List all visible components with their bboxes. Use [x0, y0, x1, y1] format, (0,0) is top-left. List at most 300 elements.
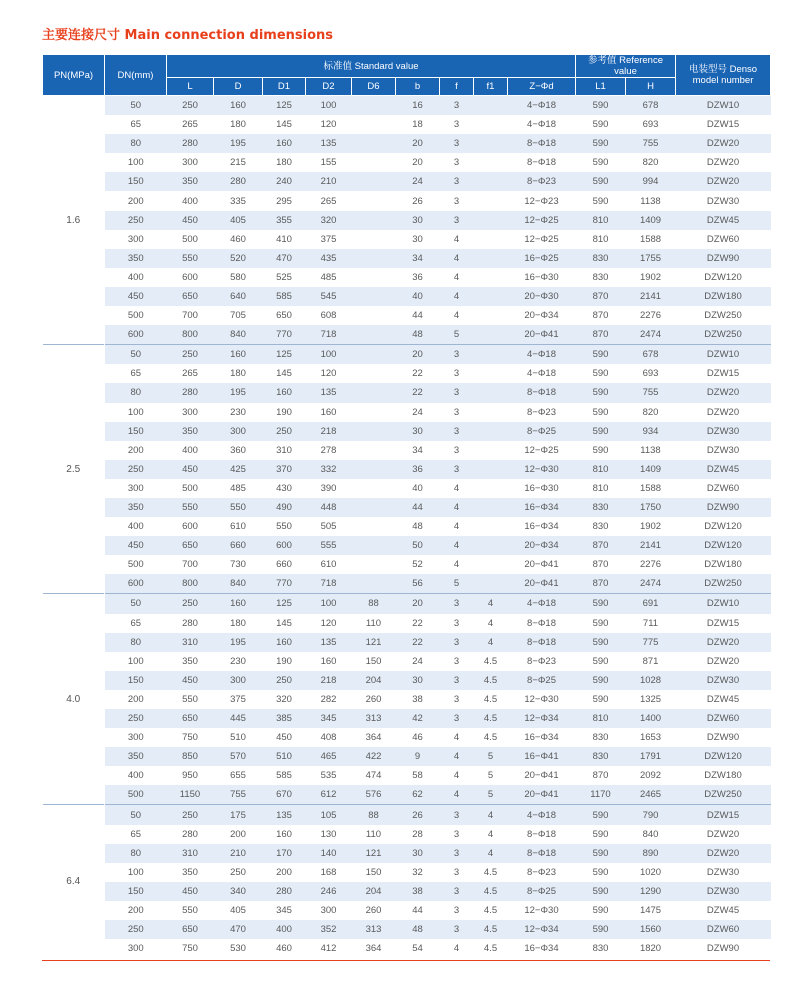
cell-b: 24: [396, 403, 440, 422]
cell-model: DZW250: [676, 574, 771, 594]
cell-h: 790: [626, 805, 676, 825]
cell-l1: 1170: [576, 785, 626, 805]
cell-b: 50: [396, 536, 440, 555]
cell-d1: 585: [263, 287, 306, 306]
cell-d: 160: [214, 345, 263, 365]
cell-d: 610: [214, 517, 263, 536]
table-row: [43, 766, 771, 785]
cell-l1: 590: [576, 594, 626, 614]
cell-dn: 150: [105, 671, 167, 690]
dimensions-table: [42, 54, 771, 958]
cell-l1: 830: [576, 939, 626, 958]
cell-l1: 590: [576, 115, 626, 134]
cell-d1: 650: [263, 306, 306, 325]
cell-bolts: 8−Φ23: [508, 403, 576, 422]
cell-h: 890: [626, 844, 676, 863]
cell-d: 405: [214, 901, 263, 920]
cell-bolts: 16−Φ41: [508, 747, 576, 766]
cell-h: 2276: [626, 306, 676, 325]
cell-d6: 313: [352, 709, 396, 728]
cell-d1: 410: [263, 230, 306, 249]
cell-d6: [352, 422, 396, 441]
cell-bolts: 20−Φ41: [508, 766, 576, 785]
table-row: [43, 785, 771, 805]
cell-dn: 450: [105, 536, 167, 555]
cell-f: 3: [440, 364, 474, 383]
cell-l1: 590: [576, 134, 626, 153]
cell-dn: 150: [105, 882, 167, 901]
table-row: [43, 633, 771, 652]
cell-l1: 590: [576, 441, 626, 460]
cell-model: DZW20: [676, 383, 771, 402]
cell-d2: 345: [306, 709, 352, 728]
table-row: [43, 709, 771, 728]
cell-d2: 160: [306, 403, 352, 422]
cell-h: 1409: [626, 211, 676, 230]
header-reference: 参考值 Reference value: [576, 55, 676, 78]
cell-bolts: 12−Φ30: [508, 901, 576, 920]
cell-l1: 590: [576, 633, 626, 652]
cell-d2: 485: [306, 268, 352, 287]
header-col-d1: D1: [263, 78, 306, 96]
cell-f1: 4: [474, 633, 508, 652]
table-row: [43, 460, 771, 479]
cell-bolts: 8−Φ25: [508, 422, 576, 441]
cell-bolts: 12−Φ30: [508, 690, 576, 709]
cell-b: 48: [396, 920, 440, 939]
header-pn: PN(MPa): [43, 55, 105, 96]
cell-d1: 510: [263, 747, 306, 766]
cell-l1: 590: [576, 863, 626, 882]
cell-d: 580: [214, 268, 263, 287]
cell-b: 34: [396, 441, 440, 460]
cell-d1: 295: [263, 191, 306, 210]
table-row: [43, 325, 771, 345]
cell-bolts: 20−Φ41: [508, 325, 576, 345]
cell-d6: [352, 325, 396, 345]
cell-l: 700: [167, 306, 214, 325]
cell-d2: 332: [306, 460, 352, 479]
cell-d1: 400: [263, 920, 306, 939]
cell-l: 650: [167, 536, 214, 555]
table-row: [43, 536, 771, 555]
cell-l1: 830: [576, 728, 626, 747]
cell-f: 4: [440, 249, 474, 268]
cell-d6: [352, 249, 396, 268]
cell-h: 1902: [626, 268, 676, 287]
cell-d6: [352, 517, 396, 536]
table-row: [43, 844, 771, 863]
cell-model: DZW30: [676, 863, 771, 882]
cell-d2: 465: [306, 747, 352, 766]
cell-bolts: 16−Φ34: [508, 498, 576, 517]
cell-d2: 155: [306, 153, 352, 172]
table-row: [43, 728, 771, 747]
cell-bolts: 4−Φ18: [508, 96, 576, 116]
cell-bolts: 16−Φ30: [508, 479, 576, 498]
cell-d6: 88: [352, 805, 396, 825]
cell-l: 310: [167, 844, 214, 863]
cell-l: 350: [167, 652, 214, 671]
cell-d1: 160: [263, 825, 306, 844]
cell-l1: 590: [576, 345, 626, 365]
cell-d6: [352, 268, 396, 287]
cell-d6: 422: [352, 747, 396, 766]
cell-d1: 135: [263, 805, 306, 825]
table-row: [43, 498, 771, 517]
cell-f: 3: [440, 134, 474, 153]
cell-l: 550: [167, 901, 214, 920]
cell-b: 30: [396, 671, 440, 690]
cell-b: 44: [396, 306, 440, 325]
table-row: [43, 211, 771, 230]
cell-f1: 4.5: [474, 863, 508, 882]
cell-d: 470: [214, 920, 263, 939]
cell-l1: 810: [576, 460, 626, 479]
cell-d2: 448: [306, 498, 352, 517]
cell-h: 1020: [626, 863, 676, 882]
cell-dn: 50: [105, 96, 167, 116]
cell-l: 750: [167, 939, 214, 958]
cell-d2: 105: [306, 805, 352, 825]
cell-l: 310: [167, 633, 214, 652]
cell-dn: 300: [105, 230, 167, 249]
cell-d: 335: [214, 191, 263, 210]
cell-f1: [474, 403, 508, 422]
cell-d6: [352, 230, 396, 249]
cell-h: 2141: [626, 536, 676, 555]
cell-bolts: 20−Φ41: [508, 574, 576, 594]
cell-d1: 345: [263, 901, 306, 920]
cell-b: 22: [396, 633, 440, 652]
cell-d: 195: [214, 633, 263, 652]
cell-h: 840: [626, 825, 676, 844]
cell-d6: [352, 115, 396, 134]
cell-d2: 278: [306, 441, 352, 460]
cell-dn: 300: [105, 939, 167, 958]
cell-d: 460: [214, 230, 263, 249]
cell-model: DZW45: [676, 690, 771, 709]
cell-d: 655: [214, 766, 263, 785]
cell-dn: 80: [105, 134, 167, 153]
cell-bolts: 12−Φ34: [508, 709, 576, 728]
cell-l1: 590: [576, 825, 626, 844]
cell-d: 520: [214, 249, 263, 268]
cell-model: DZW20: [676, 153, 771, 172]
cell-d2: 612: [306, 785, 352, 805]
cell-f1: 4: [474, 594, 508, 614]
cell-d2: 555: [306, 536, 352, 555]
cell-l: 1150: [167, 785, 214, 805]
table-row: [43, 690, 771, 709]
cell-dn: 350: [105, 498, 167, 517]
cell-h: 1400: [626, 709, 676, 728]
cell-h: 1475: [626, 901, 676, 920]
cell-l1: 590: [576, 882, 626, 901]
cell-l: 300: [167, 403, 214, 422]
cell-model: DZW20: [676, 134, 771, 153]
cell-l: 600: [167, 517, 214, 536]
cell-b: 30: [396, 230, 440, 249]
table-row: [43, 96, 771, 116]
cell-d1: 600: [263, 536, 306, 555]
cell-dn: 400: [105, 517, 167, 536]
cell-d2: 610: [306, 555, 352, 574]
header-dn: DN(mm): [105, 55, 167, 96]
cell-l1: 590: [576, 364, 626, 383]
table-row: [43, 825, 771, 844]
cell-model: DZW120: [676, 268, 771, 287]
cell-f: 3: [440, 901, 474, 920]
table-row: [43, 191, 771, 210]
cell-f: 3: [440, 709, 474, 728]
pressure-group: [43, 345, 771, 594]
cell-f1: [474, 153, 508, 172]
header-col-d: D: [214, 78, 263, 96]
cell-d1: 145: [263, 364, 306, 383]
cell-f1: 4.5: [474, 882, 508, 901]
cell-b: 34: [396, 249, 440, 268]
cell-dn: 50: [105, 594, 167, 614]
cell-bolts: 16−Φ34: [508, 728, 576, 747]
header-col-d2: D2: [306, 78, 352, 96]
cell-f1: 4.5: [474, 728, 508, 747]
cell-b: 30: [396, 422, 440, 441]
cell-dn: 400: [105, 268, 167, 287]
header-col-bolts: Z−Φd: [508, 78, 576, 96]
cell-l1: 590: [576, 671, 626, 690]
cell-b: 30: [396, 844, 440, 863]
cell-f1: 4: [474, 825, 508, 844]
cell-d: 215: [214, 153, 263, 172]
cell-dn: 350: [105, 747, 167, 766]
cell-f1: [474, 249, 508, 268]
cell-f: 4: [440, 230, 474, 249]
cell-dn: 500: [105, 306, 167, 325]
cell-f: 4: [440, 268, 474, 287]
cell-dn: 65: [105, 364, 167, 383]
cell-f1: [474, 460, 508, 479]
cell-bolts: 12−Φ30: [508, 460, 576, 479]
cell-f1: 4.5: [474, 920, 508, 939]
cell-dn: 100: [105, 863, 167, 882]
cell-model: DZW45: [676, 211, 771, 230]
cell-l: 450: [167, 671, 214, 690]
cell-d6: [352, 211, 396, 230]
cell-d: 340: [214, 882, 263, 901]
cell-d1: 310: [263, 441, 306, 460]
cell-d1: 280: [263, 882, 306, 901]
cell-d1: 250: [263, 422, 306, 441]
cell-d6: [352, 345, 396, 365]
cell-b: 38: [396, 882, 440, 901]
cell-d1: 470: [263, 249, 306, 268]
cell-d2: 120: [306, 614, 352, 633]
cell-model: DZW15: [676, 805, 771, 825]
cell-l1: 590: [576, 422, 626, 441]
cell-dn: 400: [105, 766, 167, 785]
cell-l1: 590: [576, 901, 626, 920]
cell-f1: 4.5: [474, 690, 508, 709]
cell-d6: 260: [352, 690, 396, 709]
cell-bolts: 4−Φ18: [508, 594, 576, 614]
cell-dn: 350: [105, 249, 167, 268]
header-col-f: f: [440, 78, 474, 96]
cell-d1: 125: [263, 345, 306, 365]
cell-b: 9: [396, 747, 440, 766]
cell-d: 210: [214, 844, 263, 863]
cell-b: 40: [396, 479, 440, 498]
cell-f1: 4.5: [474, 652, 508, 671]
cell-f: 4: [440, 536, 474, 555]
cell-l1: 870: [576, 766, 626, 785]
cell-l1: 870: [576, 574, 626, 594]
header-col-b: b: [396, 78, 440, 96]
cell-d6: 204: [352, 882, 396, 901]
cell-f: 3: [440, 172, 474, 191]
cell-l: 250: [167, 345, 214, 365]
cell-bolts: 8−Φ18: [508, 134, 576, 153]
cell-f1: [474, 230, 508, 249]
cell-h: 2276: [626, 555, 676, 574]
cell-f1: 5: [474, 766, 508, 785]
cell-model: DZW90: [676, 498, 771, 517]
cell-f: 3: [440, 422, 474, 441]
cell-b: 22: [396, 614, 440, 633]
cell-bolts: 16−Φ34: [508, 517, 576, 536]
cell-d6: [352, 441, 396, 460]
cell-b: 20: [396, 134, 440, 153]
table-row: [43, 403, 771, 422]
cell-model: DZW60: [676, 709, 771, 728]
cell-d: 230: [214, 403, 263, 422]
cell-d1: 160: [263, 633, 306, 652]
cell-bolts: 8−Φ18: [508, 383, 576, 402]
cell-f: 3: [440, 211, 474, 230]
cell-h: 1588: [626, 479, 676, 498]
cell-f: 3: [440, 825, 474, 844]
cell-model: DZW30: [676, 191, 771, 210]
cell-b: 20: [396, 594, 440, 614]
cell-l1: 830: [576, 498, 626, 517]
cell-d1: 370: [263, 460, 306, 479]
cell-f1: [474, 441, 508, 460]
cell-bolts: 12−Φ23: [508, 191, 576, 210]
cell-l: 500: [167, 230, 214, 249]
cell-model: DZW15: [676, 115, 771, 134]
cell-f1: 4.5: [474, 709, 508, 728]
cell-model: DZW20: [676, 172, 771, 191]
cell-bolts: 4−Φ18: [508, 115, 576, 134]
cell-f: 3: [440, 441, 474, 460]
cell-bolts: 8−Φ23: [508, 863, 576, 882]
cell-l: 265: [167, 115, 214, 134]
cell-bolts: 16−Φ30: [508, 268, 576, 287]
cell-d6: 576: [352, 785, 396, 805]
cell-l1: 870: [576, 325, 626, 345]
cell-h: 711: [626, 614, 676, 633]
cell-d1: 160: [263, 383, 306, 402]
cell-dn: 50: [105, 345, 167, 365]
cell-b: 24: [396, 172, 440, 191]
cell-d: 445: [214, 709, 263, 728]
cell-f1: [474, 345, 508, 365]
cell-d6: 121: [352, 633, 396, 652]
cell-d6: [352, 479, 396, 498]
cell-d2: 282: [306, 690, 352, 709]
cell-f: 3: [440, 690, 474, 709]
table-row: [43, 555, 771, 574]
cell-bolts: 20−Φ34: [508, 306, 576, 325]
cell-f: 3: [440, 633, 474, 652]
cell-d6: 88: [352, 594, 396, 614]
cell-d1: 145: [263, 115, 306, 134]
cell-b: 36: [396, 268, 440, 287]
cell-bolts: 4−Φ18: [508, 805, 576, 825]
cell-l1: 590: [576, 920, 626, 939]
cell-bolts: 12−Φ25: [508, 441, 576, 460]
cell-f1: [474, 498, 508, 517]
cell-d2: 218: [306, 422, 352, 441]
page-title: 主要连接尺寸 Main connection dimensions: [42, 28, 334, 43]
cell-bolts: 8−Φ18: [508, 844, 576, 863]
cell-f: 3: [440, 920, 474, 939]
cell-f1: [474, 574, 508, 594]
cell-l: 750: [167, 728, 214, 747]
cell-f: 4: [440, 306, 474, 325]
cell-bolts: 4−Φ18: [508, 364, 576, 383]
cell-f1: [474, 191, 508, 210]
cell-h: 1290: [626, 882, 676, 901]
cell-dn: 250: [105, 920, 167, 939]
cell-d1: 170: [263, 844, 306, 863]
cell-b: 46: [396, 728, 440, 747]
cell-d2: 120: [306, 364, 352, 383]
cell-f: 3: [440, 460, 474, 479]
cell-d2: 210: [306, 172, 352, 191]
cell-dn: 500: [105, 555, 167, 574]
cell-f: 3: [440, 191, 474, 210]
cell-d1: 180: [263, 153, 306, 172]
cell-l: 400: [167, 191, 214, 210]
cell-h: 2474: [626, 574, 676, 594]
cell-d2: 718: [306, 325, 352, 345]
cell-d6: [352, 287, 396, 306]
cell-f: 3: [440, 96, 474, 116]
pn-value: 2.5: [43, 345, 105, 594]
cell-b: 58: [396, 766, 440, 785]
cell-l1: 590: [576, 383, 626, 402]
cell-d: 180: [214, 614, 263, 633]
cell-d1: 385: [263, 709, 306, 728]
cell-d2: 390: [306, 479, 352, 498]
cell-d6: 150: [352, 652, 396, 671]
cell-model: DZW120: [676, 536, 771, 555]
cell-d: 180: [214, 115, 263, 134]
cell-d: 250: [214, 863, 263, 882]
cell-d2: 168: [306, 863, 352, 882]
table-row: [43, 517, 771, 536]
cell-d: 195: [214, 134, 263, 153]
cell-d2: 435: [306, 249, 352, 268]
cell-d2: 375: [306, 230, 352, 249]
cell-d1: 670: [263, 785, 306, 805]
cell-b: 36: [396, 460, 440, 479]
cell-d2: 535: [306, 766, 352, 785]
cell-d2: 160: [306, 652, 352, 671]
cell-bolts: 8−Φ18: [508, 825, 576, 844]
cell-d2: 505: [306, 517, 352, 536]
